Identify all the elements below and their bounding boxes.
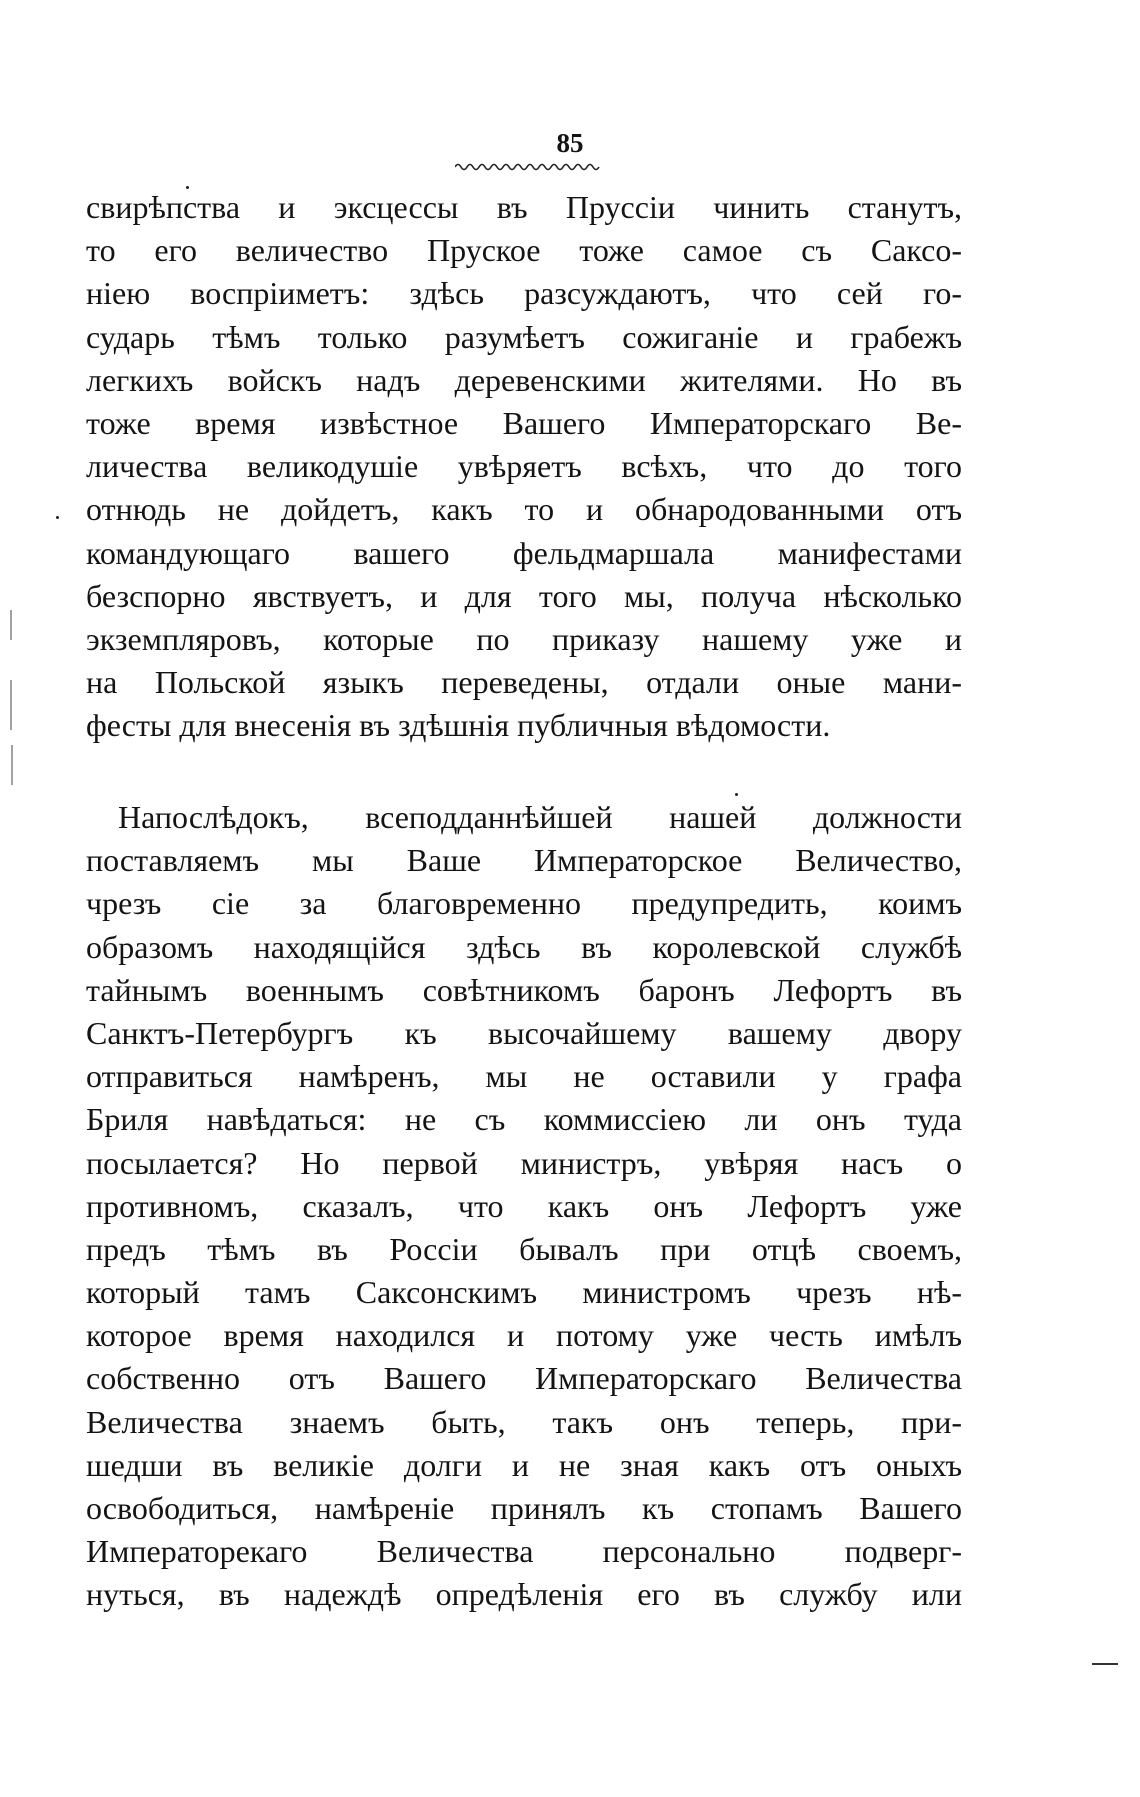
text-line: отнюдь не дойдетъ, какъ то и обнародованными отъ bbox=[86, 491, 962, 528]
text-line: отправиться намѣренъ, мы не оставили у графа bbox=[86, 1058, 962, 1095]
text-line: который тамъ Саксонскимъ министромъ чрезъ нѣ- bbox=[86, 1274, 962, 1311]
text-line: безспорно явствуетъ, и для того мы, получа нѣсколько bbox=[86, 577, 962, 614]
text-line: чрезъ сіе за благовременно предупредить, коимъ bbox=[86, 885, 962, 922]
scan-speck bbox=[56, 516, 59, 519]
text-line: образомъ находящійся здѣсь въ королевской службѣ bbox=[86, 928, 962, 965]
text-line: легкихъ войскъ надъ деревенскими жителями. Но въ bbox=[86, 361, 962, 398]
text-line: тоже время извѣстное Вашего Императорскаго Ве- bbox=[86, 404, 962, 441]
text-line: Санктъ-Петербургъ къ высочайшему вашему двору bbox=[86, 1014, 962, 1051]
text-line: тайнымъ военнымъ совѣтникомъ баронъ Лефортъ въ bbox=[86, 971, 962, 1008]
text-line: которое время находился и потому уже честь имѣлъ bbox=[86, 1317, 962, 1354]
text-line: шедши въ великіе долги и не зная какъ отъ оныхъ bbox=[86, 1446, 962, 1483]
page-number: 85 bbox=[556, 128, 584, 158]
text-line: освободиться, намѣреніе принялъ къ стопамъ Вашего bbox=[86, 1490, 962, 1526]
text-line: личества великодушіе увѣряетъ всѣхъ, что до того bbox=[86, 448, 962, 485]
text-line: поставляемъ мы Ваше Императорское Величество, bbox=[86, 842, 962, 879]
margin-scan-marks bbox=[8, 610, 16, 790]
text-line: посылается? Но первой министръ, увѣряя насъ о bbox=[86, 1144, 962, 1181]
paragraph-1 bbox=[86, 186, 962, 747]
text-line: Бриля навѣдаться: не съ коммиссіею ли онъ туда bbox=[86, 1101, 962, 1138]
scan-speck bbox=[735, 793, 738, 796]
text-line: на Польской языкъ переведены, отдали оные мани- bbox=[86, 664, 962, 701]
wavy-rule-ornament bbox=[455, 160, 600, 174]
text-line: ніею воспріиметъ: здѣсь разсуждаютъ, что сей го- bbox=[86, 275, 962, 312]
text-line: Величества знаемъ быть, такъ онъ теперь, при- bbox=[86, 1403, 962, 1440]
paragraph-2 bbox=[86, 796, 962, 1617]
text-line: экземпляровъ, которые по приказу нашему уже и bbox=[86, 620, 962, 657]
text-line: нуться, въ надеждѣ опредѣленія его въ службу или bbox=[86, 1576, 962, 1613]
text-line: собственно отъ Вашего Императорскаго Величества bbox=[86, 1360, 962, 1397]
text-line: противномъ, сказалъ, что какъ онъ Лефортъ уже bbox=[86, 1187, 962, 1224]
text-line: командующаго вашего фельдмаршала манифестами bbox=[86, 534, 962, 571]
text-line: фесты для внесенія въ здѣшнія публичныя вѣдомости. bbox=[86, 707, 831, 744]
scan-speck bbox=[186, 186, 189, 189]
text-line: сударь тѣмъ только разумѣетъ сожиганіе и грабежъ bbox=[86, 318, 962, 355]
corner-scan-rule bbox=[1092, 1663, 1118, 1665]
text-line: свирѣпства и эксцессы въ Пруссіи чинить станутъ, bbox=[86, 189, 962, 225]
text-line: Напослѣдокъ, всеподданнѣйшей нашей должности bbox=[118, 799, 962, 835]
text-line: Императорекаго Величества персонально подверг- bbox=[86, 1533, 962, 1570]
text-line: то его величество Пруское тоже самое съ Саксо- bbox=[86, 232, 962, 269]
text-line: предъ тѣмъ въ Россіи бывалъ при отцѣ своемъ, bbox=[86, 1230, 962, 1267]
